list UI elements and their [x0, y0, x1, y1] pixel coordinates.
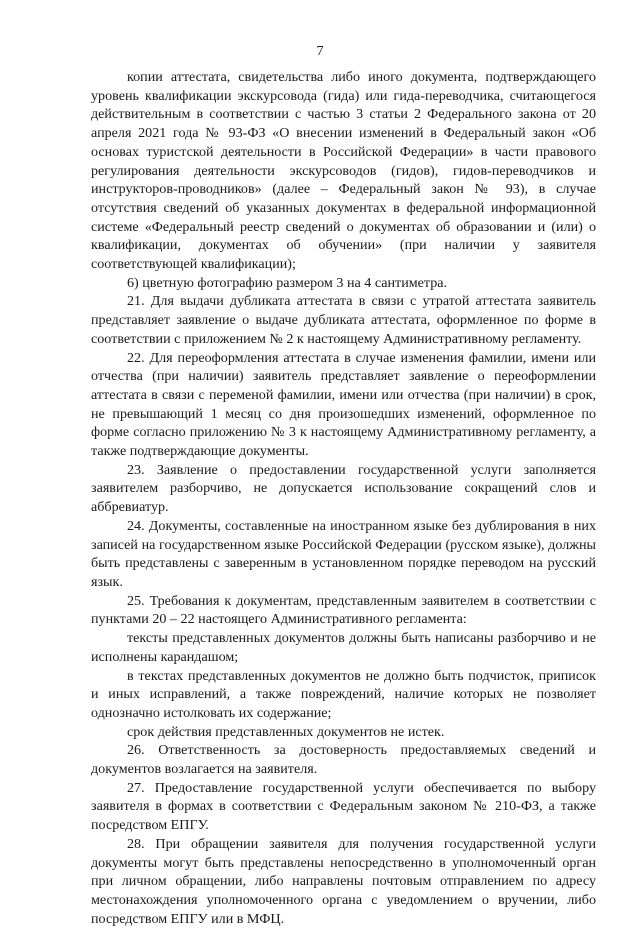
paragraph-28: 28. При обращении заявителя для получения государственной услуги документы могут быть представлены непосредственно в уполномоченный орган при личном обращении, либо направлены почтовым отправлением по адресу местонахождения уполномоченного органа с уведомлением о вручении, либо посредством ЕПГУ или в МФЦ.: [91, 835, 596, 927]
paragraph-25: 25. Требования к документам, представленным заявителем в соответствии с пунктами 20 – 22 настоящего Административного регламента:: [91, 592, 596, 628]
paragraph-photo: 6) цветную фотографию размером 3 на 4 сантиметра.: [127, 274, 448, 291]
requirement-validity: срок действия представленных документов не истек.: [127, 723, 445, 740]
paragraph-21: 21. Для выдачи дубликата аттестата в связи с утратой аттестата заявитель представляет заявление о выдаче дубликата аттестата, оформленное по форме в соответствии с приложением № 2 к настоящему Административному регламенту.: [91, 293, 596, 347]
paragraph-23: 23. Заявление о предоставлении государственной услуги заполняется заявителем разборчиво, не допускается использование сокращений слов и аббревиатур.: [91, 461, 596, 516]
paragraph-27: 27. Предоставление государственной услуги обеспечивается по выбору заявителя в формах в соответствии с Федеральным законом № 210-ФЗ, а также посредством ЕПГУ.: [91, 779, 596, 834]
requirement-no-corrections: в текстах представленных документов не должно быть подчисток, приписок и иных исправлений, а также повреждений, наличие которых не позволяет однозначно истолковать их содержание;: [91, 667, 596, 721]
page-number: 7: [316, 44, 324, 59]
paragraph-diploma-copies: копии аттестата, свидетельства либо иного документа, подтверждающего уровень квалификации экскурсовода (гида) или гида-переводчика, считающегося действительным в соответствии с частью 3 статьи 2 Федерального закона от 20 апреля 2021 года № 93-ФЗ «О внесении изменений в Федеральный закон «Об основах туристской деятельности в Российской Федерации» в части правового регулирования деятельности экскурсоводов (гидов), гидов-переводчиков и инструкторов-проводников» (далее – Федеральный закон № 93), в случае отсутствия сведений об указанных документах в федеральной информационной системе «Федеральный реестр сведений о документах об образовании и (или) о квалификации, документах об обучении» (при наличии у заявителя соответствующей квалификации);: [91, 69, 596, 273]
requirement-legible: тексты представленных документов должны быть написаны разборчиво и не исполнены карандашом;: [91, 630, 596, 665]
paragraph-24: 24. Документы, составленные на иностранном языке без дублирования в них записей на государственном языке Российской Федерации (русском языке), должны быть представлены с заверенным в установленном порядке переводом на русский язык.: [91, 517, 596, 590]
paragraph-26: 26. Ответственность за достоверность предоставляемых сведений и документов возлагается на заявителя.: [91, 742, 596, 778]
paragraph-22: 22. Для переоформления аттестата в случае изменения фамилии, имени или отчества (при наличии) заявитель представляет заявление о переоформлении аттестата в связи с переменой фамилии, имени или отчества (при наличии) в срок, не превышающий 1 месяц со дня произошедших изменений, оформленное по форме согласно приложению № 3 к настоящему Административному регламенту, а также подтверждающие документы.: [91, 349, 596, 460]
document-body: [91, 68, 596, 928]
